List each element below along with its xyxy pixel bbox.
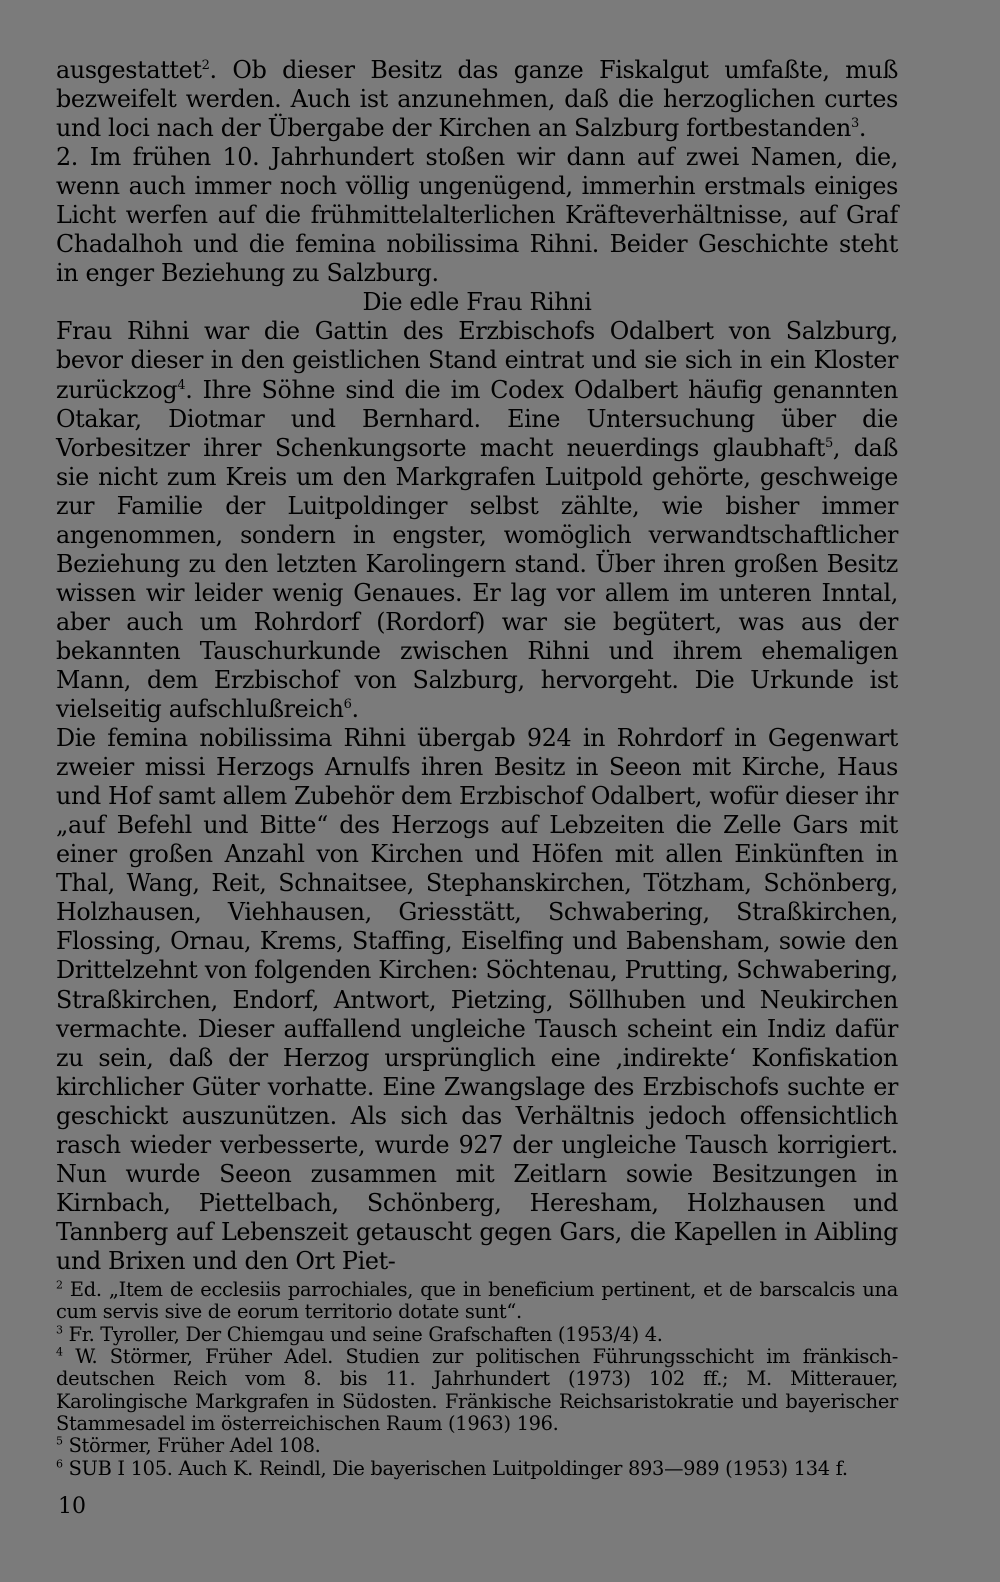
paragraph-3 bbox=[56, 317, 898, 724]
page-number: 10 bbox=[58, 1494, 86, 1519]
paragraph-3-text-c: , daß sie nicht zum Kreis um den Markgrafen Luitpold gehörte, geschweige zur Familie der Luitpoldinger selbst zählte, wie bisher immer angenommen, sondern in engster, womöglich verwandtschaftlicher Beziehung zu den letzten Karolingern stand. Über ihren großen Besitz wissen wir leider wenig Genaues. Er lag vor allem im unteren Inntal, aber auch um Rohrdorf (Rordorf) war sie begütert, was aus der bekannten Tauschurkunde zwischen Rihni und ihrem ehemaligen Mann, dem Erzbischof von Salzburg, hervorgeht. Die Urkunde ist vielseitig aufschlußreich bbox=[56, 433, 898, 724]
paragraph-3-text-b: . Ihre Söhne sind die im Codex Odalbert häufig genannten Otakar, Diotmar und Bernhard. Eine Untersuchung über die Vorbesitzer ihrer Schenkungsorte macht neuerdings glaubhaft bbox=[56, 375, 898, 462]
footnote bbox=[56, 1346, 898, 1435]
paragraph-1-text-a: ausgestattet bbox=[56, 56, 202, 84]
footnote-number: 2 bbox=[56, 1278, 63, 1292]
paragraph-4: Die femina nobilissima Rihni übergab 924 in Rohrdorf in Gegenwart zweier missi Herzogs Arnulfs ihren Besitz in Seeon mit Kirche, Haus und Hof samt allem Zubehör dem Erzbischof Odalbert, wofür dieser ihr „auf Befehl und Bitte“ des Herzogs auf Lebzeiten die Zelle Gars mit einer großen Anzahl von Kirchen und Höfen mit allen Einkünften in Thal, Wang, Reit, Schnaitsee, Stephanskirchen, Tötzham, Schönberg, Holzhausen, Viehhausen, Griesstätt, Schwabering, Straßkirchen, Flossing, Ornau, Krems, Staffing, Eiselfing und Babensham, sowie den Drittelzehnt von folgenden Kirchen: Söchtenau, Prutting, Schwabering, Straßkirchen, Endorf, Antwort, Pietzing, Söllhuben und Neukirchen vermachte. Dieser auffallend ungleiche Tausch scheint ein Indiz dafür zu sein, daß der Herzog ursprünglich eine ‚indirekte‘ Konfiskation kirchlicher Güter vorhatte. Eine Zwangslage des Erzbischofs suchte er geschickt auszunützen. Als sich das Verhältnis jedoch offensichtlich rasch wieder verbesserte, wurde 927 der ungleiche Tausch korrigiert. Nun wurde Seeon zusammen mit Zeitlarn sowie Besitzungen in Kirnbach, Piettelbach, Schönberg, Heresham, Holzhausen und Tannberg auf Lebenszeit getauscht gegen Gars, die Kapellen in Aibling und Brixen und den Ort Piet- bbox=[56, 724, 898, 1275]
footnote bbox=[56, 1435, 898, 1457]
footnote-number: 6 bbox=[56, 1457, 63, 1471]
footnote-number: 3 bbox=[56, 1323, 63, 1336]
paragraph-3-text-d: . bbox=[351, 695, 359, 724]
footnote-text: W. Störmer, Früher Adel. Studien zur politischen Führungsschicht im fränkisch-deutschen Reich vom 8. bis 11. Jahrhundert (1973) 102 ff.; M. Mitterauer, Karolingische Markgrafen in Südosten. Fränkische Reichsaristokratie und bayerischer Stammesadel im österreichischen Raum (1963) 196. bbox=[56, 1345, 898, 1436]
footnote-ref-3: 3 bbox=[850, 116, 859, 131]
paragraph-1 bbox=[56, 56, 898, 143]
footnote-ref-2: 2 bbox=[201, 57, 210, 73]
paragraph-3-text-a: Frau Rihni war die Gattin des Erzbischofs Odalbert von Salzburg, bevor dieser in den geistlichen Stand eintrat und sie sich in ein Kloster zurückzog bbox=[56, 317, 898, 404]
footnote-ref-4: 4 bbox=[177, 377, 186, 393]
footnote bbox=[56, 1279, 898, 1324]
body-text bbox=[56, 56, 898, 1276]
footnote-text: Fr. Tyroller, Der Chiemgau und seine Grafschaften (1953/4) 4. bbox=[68, 1322, 663, 1346]
footnote-number: 5 bbox=[56, 1434, 63, 1448]
footnote-text: Störmer, Früher Adel 108. bbox=[68, 1434, 321, 1458]
section-heading: Die edle Frau Rihni bbox=[362, 288, 592, 317]
page-content bbox=[56, 56, 898, 1276]
paragraph-2: 2. Im frühen 10. Jahrhundert stoßen wir dann auf zwei Namen, die, wenn auch immer noch völlig ungenügend, immerhin erstmals einiges Licht werfen auf die frühmittelalterlichen Kräfteverhältnisse, auf Graf Chadalhoh und die femina nobilissima Rihni. Beider Geschichte steht in enger Beziehung zu Salzburg. bbox=[56, 143, 898, 288]
footnotes bbox=[56, 1279, 898, 1480]
paragraph-1-text-b: . Ob dieser Besitz das ganze Fiskalgut umfaßte, muß bezweifelt werden. Auch ist anzunehmen, daß die herzoglichen curtes und loci nach der Übergabe der Kirchen an Salzburg fortbestanden bbox=[56, 56, 898, 143]
footnote-text: SUB I 105. Auch K. Reindl, Die bayerischen Luitpoldinger 893—989 (1953) 134 f. bbox=[68, 1456, 848, 1480]
footnote-text: Ed. „Item de ecclesiis parrochiales, que in beneficium pertinent, et de barscalcis una cum servis sive de eorum territorio dotate sunt“. bbox=[56, 1278, 898, 1324]
paragraph-1-text-c: . bbox=[858, 114, 867, 143]
footnote-ref-5: 5 bbox=[824, 435, 833, 451]
footnote-number: 4 bbox=[56, 1345, 63, 1359]
footnote bbox=[56, 1324, 898, 1346]
footnote bbox=[56, 1458, 898, 1480]
footnote-ref-6: 6 bbox=[343, 696, 352, 712]
